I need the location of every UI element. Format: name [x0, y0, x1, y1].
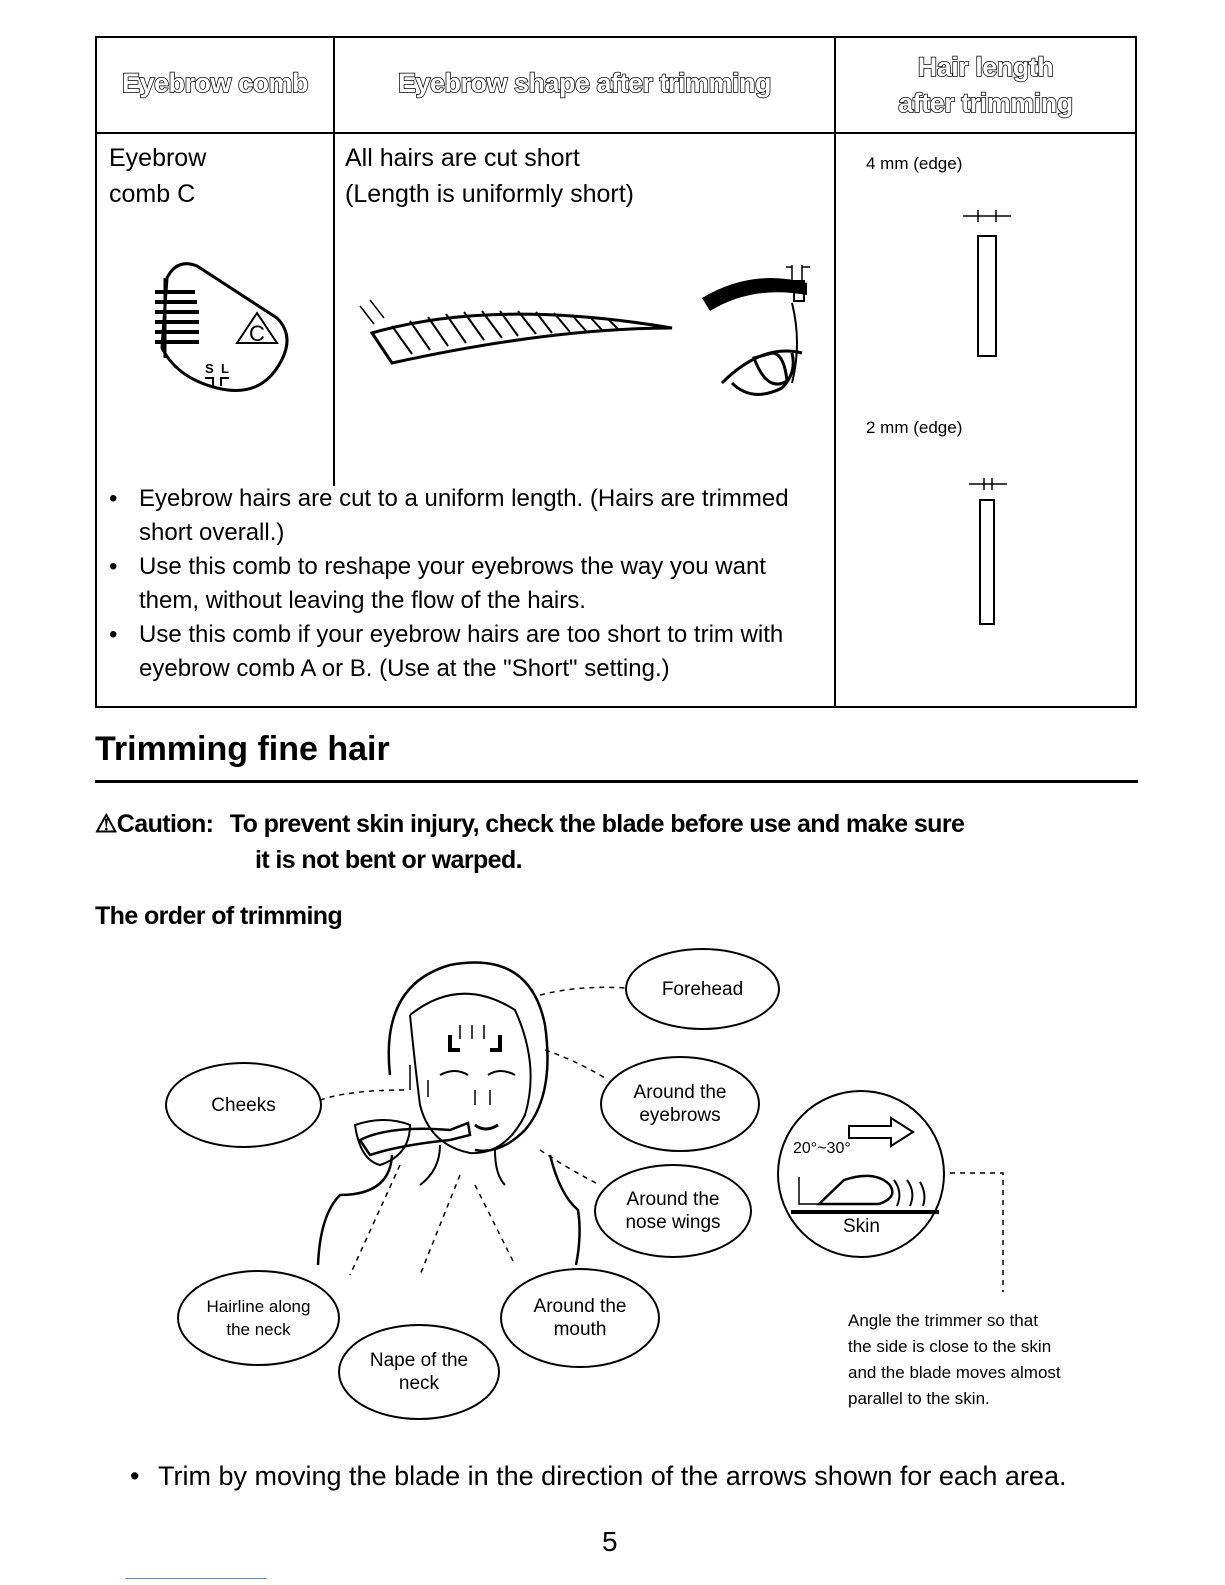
footer-rule — [125, 1578, 267, 1579]
length-label-2mm: 2 mm (edge) — [866, 418, 963, 437]
shape-description: All hairs are cut short (Length is uniformly short) — [345, 144, 635, 208]
trim-direction-bullet — [130, 1458, 1135, 1494]
header-hair-length-1: Hair length — [917, 52, 1054, 82]
area-forehead-callout: Forehead — [625, 948, 780, 1030]
caution-text-line-2: it is not bent or warped. — [255, 846, 522, 874]
comb-scale-s: S — [205, 361, 214, 376]
list-item: • Eyebrow hairs are cut to a uniform length. (Hairs are trimmed short overall.) — [97, 482, 825, 550]
bullet-dot: • — [130, 1461, 140, 1491]
comb-scale-l: L — [221, 361, 229, 376]
blade-angle-diagram — [777, 1090, 945, 1258]
comb-name: Eyebrow comb C — [109, 144, 207, 208]
trim-direction-text: Trim by moving the blade in the direction of the arrows shown for each area. — [158, 1461, 1067, 1491]
list-item: • Use this comb if your eyebrow hairs are too short to trim with eyebrow comb A or B. (Use at the "Short" setting.) — [97, 618, 825, 686]
skin-label: Skin — [843, 1216, 880, 1237]
angle-range-label: 20°~30° — [793, 1140, 851, 1157]
section-title: Trimming fine hair — [95, 730, 390, 768]
header-eyebrow-shape: Eyebrow shape after trimming — [397, 68, 772, 98]
length-label-4mm: 4 mm (edge) — [866, 154, 963, 173]
header-eyebrow-comb: Eyebrow comb — [121, 68, 309, 98]
comb-c-badge: C — [249, 321, 265, 346]
area-mouth-callout: Around the mouth — [500, 1268, 660, 1368]
header-hair-length-2: after trimming — [898, 88, 1073, 118]
area-nose-wings-callout: Around the nose wings — [594, 1164, 752, 1258]
order-title: The order of trimming — [95, 902, 343, 930]
list-item: • Use this comb to reshape your eyebrows the way you want them, without leaving the flow of the hairs. — [97, 550, 825, 618]
page-number: 5 — [602, 1526, 618, 1557]
area-eyebrows-callout: Around the eyebrows — [600, 1056, 760, 1152]
area-nape-callout: Nape of the neck — [338, 1324, 500, 1420]
angle-instruction-note: Angle the trimmer so that the side is close to the skin and the blade moves almost parallel to the skin. — [848, 1311, 1061, 1408]
caution-label: ⚠Caution: — [95, 810, 214, 838]
area-hairline-callout: Hairline along the neck — [177, 1270, 340, 1366]
caution-text-line-1: To prevent skin injury, check the blade before use and make sure — [229, 810, 965, 838]
area-cheeks-callout: Cheeks — [165, 1062, 322, 1148]
